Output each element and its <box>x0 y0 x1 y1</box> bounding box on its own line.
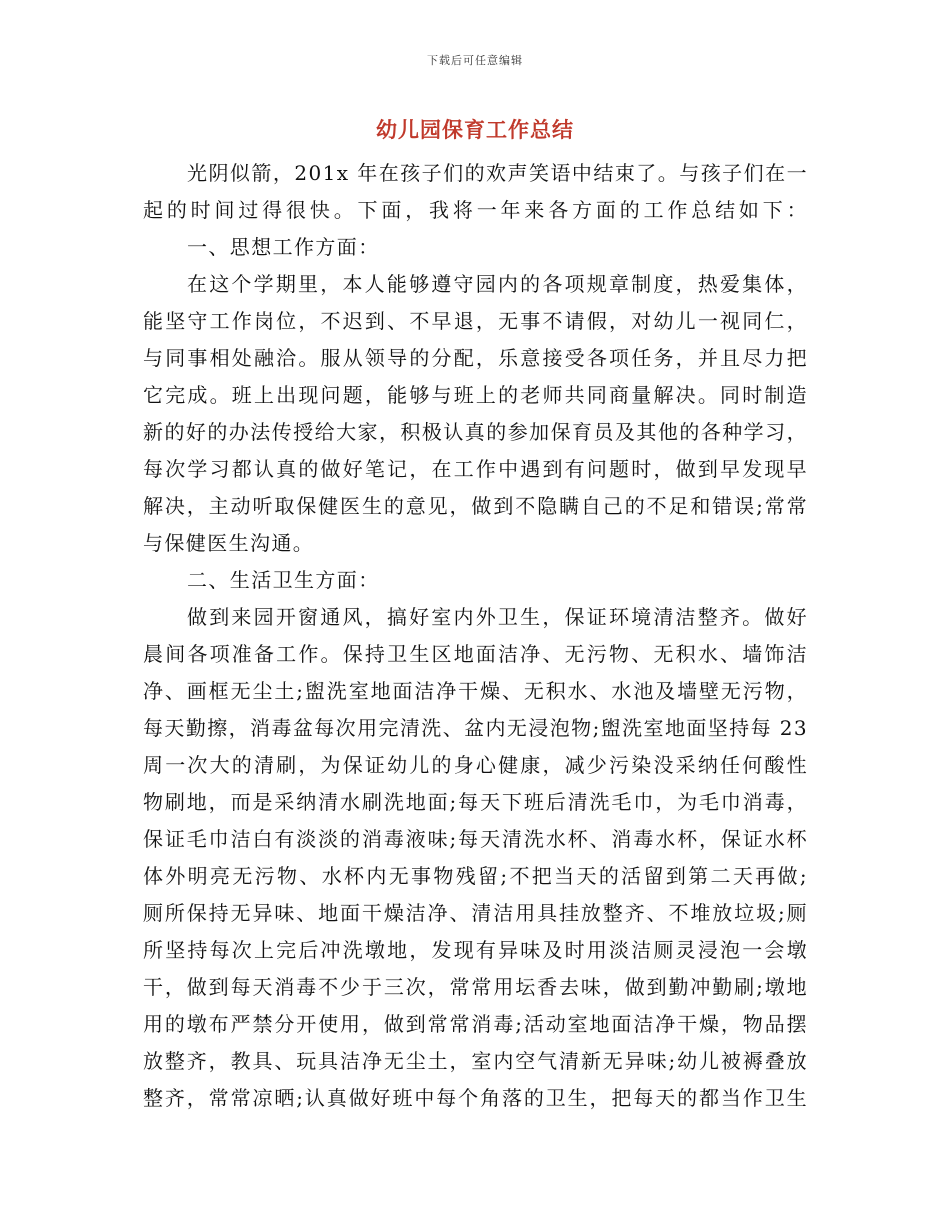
paragraph-line: 整齐，常常凉晒;认真做好班中每个角落的卫生，把每天的都当作卫生 <box>143 1086 808 1110</box>
header-note: 下载后可任意编辑 <box>427 54 523 67</box>
paragraph-line: 干，做到每天消毒不少于三次，常常用坛香去味，做到勤冲勤刷;墩地 <box>143 975 808 999</box>
paragraph-line: 晨间各项准备工作。保持卫生区地面洁净、无污物、无积水、墙饰洁 <box>143 642 808 666</box>
paragraph-line: 体外明亮无污物、水杯内无事物残留;不把当天的活留到第二天再做; <box>143 864 808 888</box>
section-heading: 二、生活卫生方面： <box>187 568 380 592</box>
paragraph-line: 厕所保持无异味、地面干燥洁净、清洁用具挂放整齐、不堆放垃圾;厕 <box>143 901 808 925</box>
paragraph-line: 放整齐，教具、玩具洁净无尘土，室内空气清新无异味;幼儿被褥叠放 <box>143 1049 808 1073</box>
section-heading: 一、思想工作方面： <box>187 235 380 259</box>
paragraph-line: 用的墩布严禁分开使用，做到常常消毒;活动室地面洁净干燥，物品摆 <box>143 1012 808 1036</box>
paragraph-line: 在这个学期里，本人能够遵守园内的各项规章制度，热爱集体， <box>187 272 808 296</box>
paragraph-line: 光阴似箭，201x 年在孩子们的欢声笑语中结束了。与孩子们在一 <box>187 161 808 185</box>
paragraph-line: 净、画框无尘土;盥洗室地面洁净干燥、无积水、水池及墙壁无污物， <box>143 679 808 703</box>
paragraph-line: 与同事相处融洽。服从领导的分配，乐意接受各项任务，并且尽力把 <box>143 346 808 370</box>
paragraph-line: 新的好的办法传授给大家，积极认真的参加保育员及其他的各种学习， <box>143 420 808 444</box>
paragraph-line: 做到来园开窗通风，搞好室内外卫生，保证环境清洁整齐。做好 <box>187 605 808 629</box>
paragraph-line: 每天勤擦，消毒盆每次用完清洗、盆内无浸泡物;盥洗室地面坚持每 23 <box>143 716 808 740</box>
paragraph-line: 它完成。班上出现问题，能够与班上的老师共同商量解决。同时制造 <box>143 383 808 407</box>
paragraph-line: 所坚持每次上完后冲洗墩地，发现有异味及时用淡洁厕灵浸泡一会墩 <box>143 938 808 962</box>
paragraph-line: 物刷地，而是采纳清水刷洗地面;每天下班后清洗毛巾，为毛巾消毒， <box>143 790 808 814</box>
paragraph-line: 与保健医生沟通。 <box>143 531 315 555</box>
paragraph-line: 保证毛巾洁白有淡淡的消毒液味;每天清洗水杯、消毒水杯，保证水杯 <box>143 827 808 851</box>
paragraph-line: 能坚守工作岗位，不迟到、不早退，无事不请假，对幼儿一视同仁， <box>143 309 808 333</box>
paragraph-line: 每次学习都认真的做好笔记，在工作中遇到有问题时，做到早发现早 <box>143 457 808 481</box>
paragraph-line: 起的时间过得很快。下面，我将一年来各方面的工作总结如下： <box>143 198 808 222</box>
page-title: 幼儿园保育工作总结 <box>376 117 574 142</box>
paragraph-line: 解决，主动听取保健医生的意见，做到不隐瞒自己的不足和错误;常常 <box>143 494 808 518</box>
document-body <box>143 155 808 1117</box>
paragraph-line: 周一次大的清刷，为保证幼儿的身心健康，减少污染没采纳任何酸性 <box>143 753 808 777</box>
